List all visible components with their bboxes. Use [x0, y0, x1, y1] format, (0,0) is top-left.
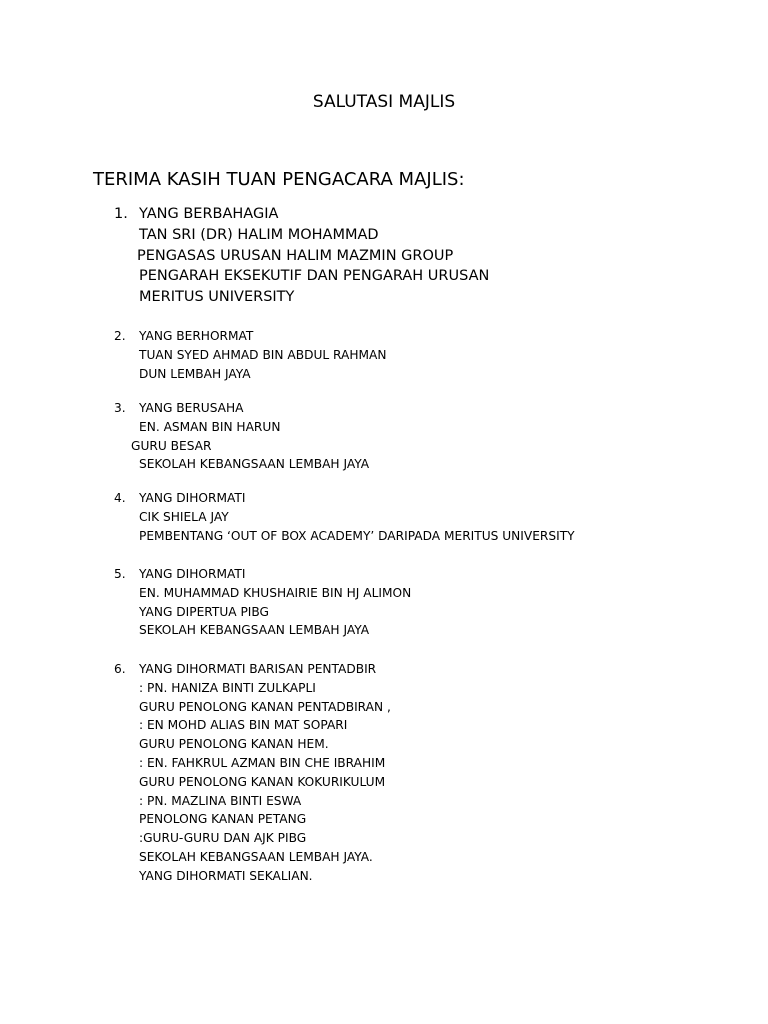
item-line: GURU BESAR	[131, 438, 212, 453]
item-line: SEKOLAH KEBANGSAAN LEMBAH JAYA	[139, 623, 370, 638]
salutation-item-3	[114, 399, 369, 474]
item-line: MERITUS UNIVERSITY	[139, 289, 295, 306]
item-number: 2.	[114, 329, 126, 343]
item-line: YANG DIHORMATI SEKALIAN.	[139, 868, 313, 883]
item-line: DUN LEMBAH JAYA	[139, 366, 251, 381]
item-line: PENOLONG KANAN PETANG	[139, 812, 307, 827]
item-number: 4.	[114, 491, 126, 505]
item-line: YANG DIHORMATI BARISAN PENTADBIR	[139, 662, 377, 676]
item-line: CIK SHIELA JAY	[139, 509, 229, 524]
item-line: PEMBENTANG ‘OUT OF BOX ACADEMY’ DARIPADA MERITUS UNIVERSITY	[139, 528, 575, 543]
item-line: PENGARAH EKSEKUTIF DAN PENGARAH URUSAN	[139, 268, 490, 285]
item-line: :GURU-GURU DAN AJK PIBG	[139, 831, 307, 846]
salutation-item-6	[114, 660, 391, 886]
salutation-item-2	[114, 327, 387, 383]
item-line: GURU PENOLONG KANAN HEM.	[139, 737, 329, 752]
item-number: 6.	[114, 662, 126, 676]
document-heading: TERIMA KASIH TUAN PENGACARA MAJLIS:	[93, 169, 465, 190]
item-line: EN. MUHAMMAD KHUSHAIRIE BIN HJ ALIMON	[139, 585, 412, 600]
item-line: GURU PENOLONG KANAN KOKURIKULUM	[139, 774, 386, 789]
salutation-item-4	[114, 489, 575, 545]
item-line: YANG BERHORMAT	[139, 329, 254, 343]
item-line: YANG BERBAHAGIA	[139, 206, 279, 222]
item-line: SEKOLAH KEBANGSAAN LEMBAH JAYA.	[139, 849, 373, 864]
item-number: 1.	[114, 206, 128, 222]
item-line: YANG DIPERTUA PIBG	[139, 604, 269, 619]
item-line: TUAN SYED AHMAD BIN ABDUL RAHMAN	[139, 347, 387, 362]
item-line: : EN. FAHKRUL AZMAN BIN CHE IBRAHIM	[139, 755, 386, 770]
salutation-item-5	[114, 565, 411, 640]
document-title: SALUTASI MAJLIS	[312, 92, 456, 112]
item-line: PENGASAS URUSAN HALIM MAZMIN GROUP	[137, 247, 454, 264]
item-line: TAN SRI (DR) HALIM MOHAMMAD	[139, 226, 379, 243]
item-line: : EN MOHD ALIAS BIN MAT SOPARI	[139, 718, 348, 733]
item-line: YANG BERUSAHA	[139, 401, 244, 415]
item-line: YANG DIHORMATI	[139, 567, 246, 581]
item-line: : PN. HANIZA BINTI ZULKAPLI	[139, 680, 316, 695]
item-line: : PN. MAZLINA BINTI ESWA	[139, 793, 302, 808]
item-line: SEKOLAH KEBANGSAAN LEMBAH JAYA	[139, 457, 370, 472]
item-line: GURU PENOLONG KANAN PENTADBIRAN ,	[139, 699, 391, 714]
item-line: YANG DIHORMATI	[139, 491, 246, 505]
salutation-item-1	[114, 204, 489, 308]
item-number: 5.	[114, 567, 126, 581]
item-number: 3.	[114, 401, 126, 415]
item-line: EN. ASMAN BIN HARUN	[139, 419, 281, 434]
